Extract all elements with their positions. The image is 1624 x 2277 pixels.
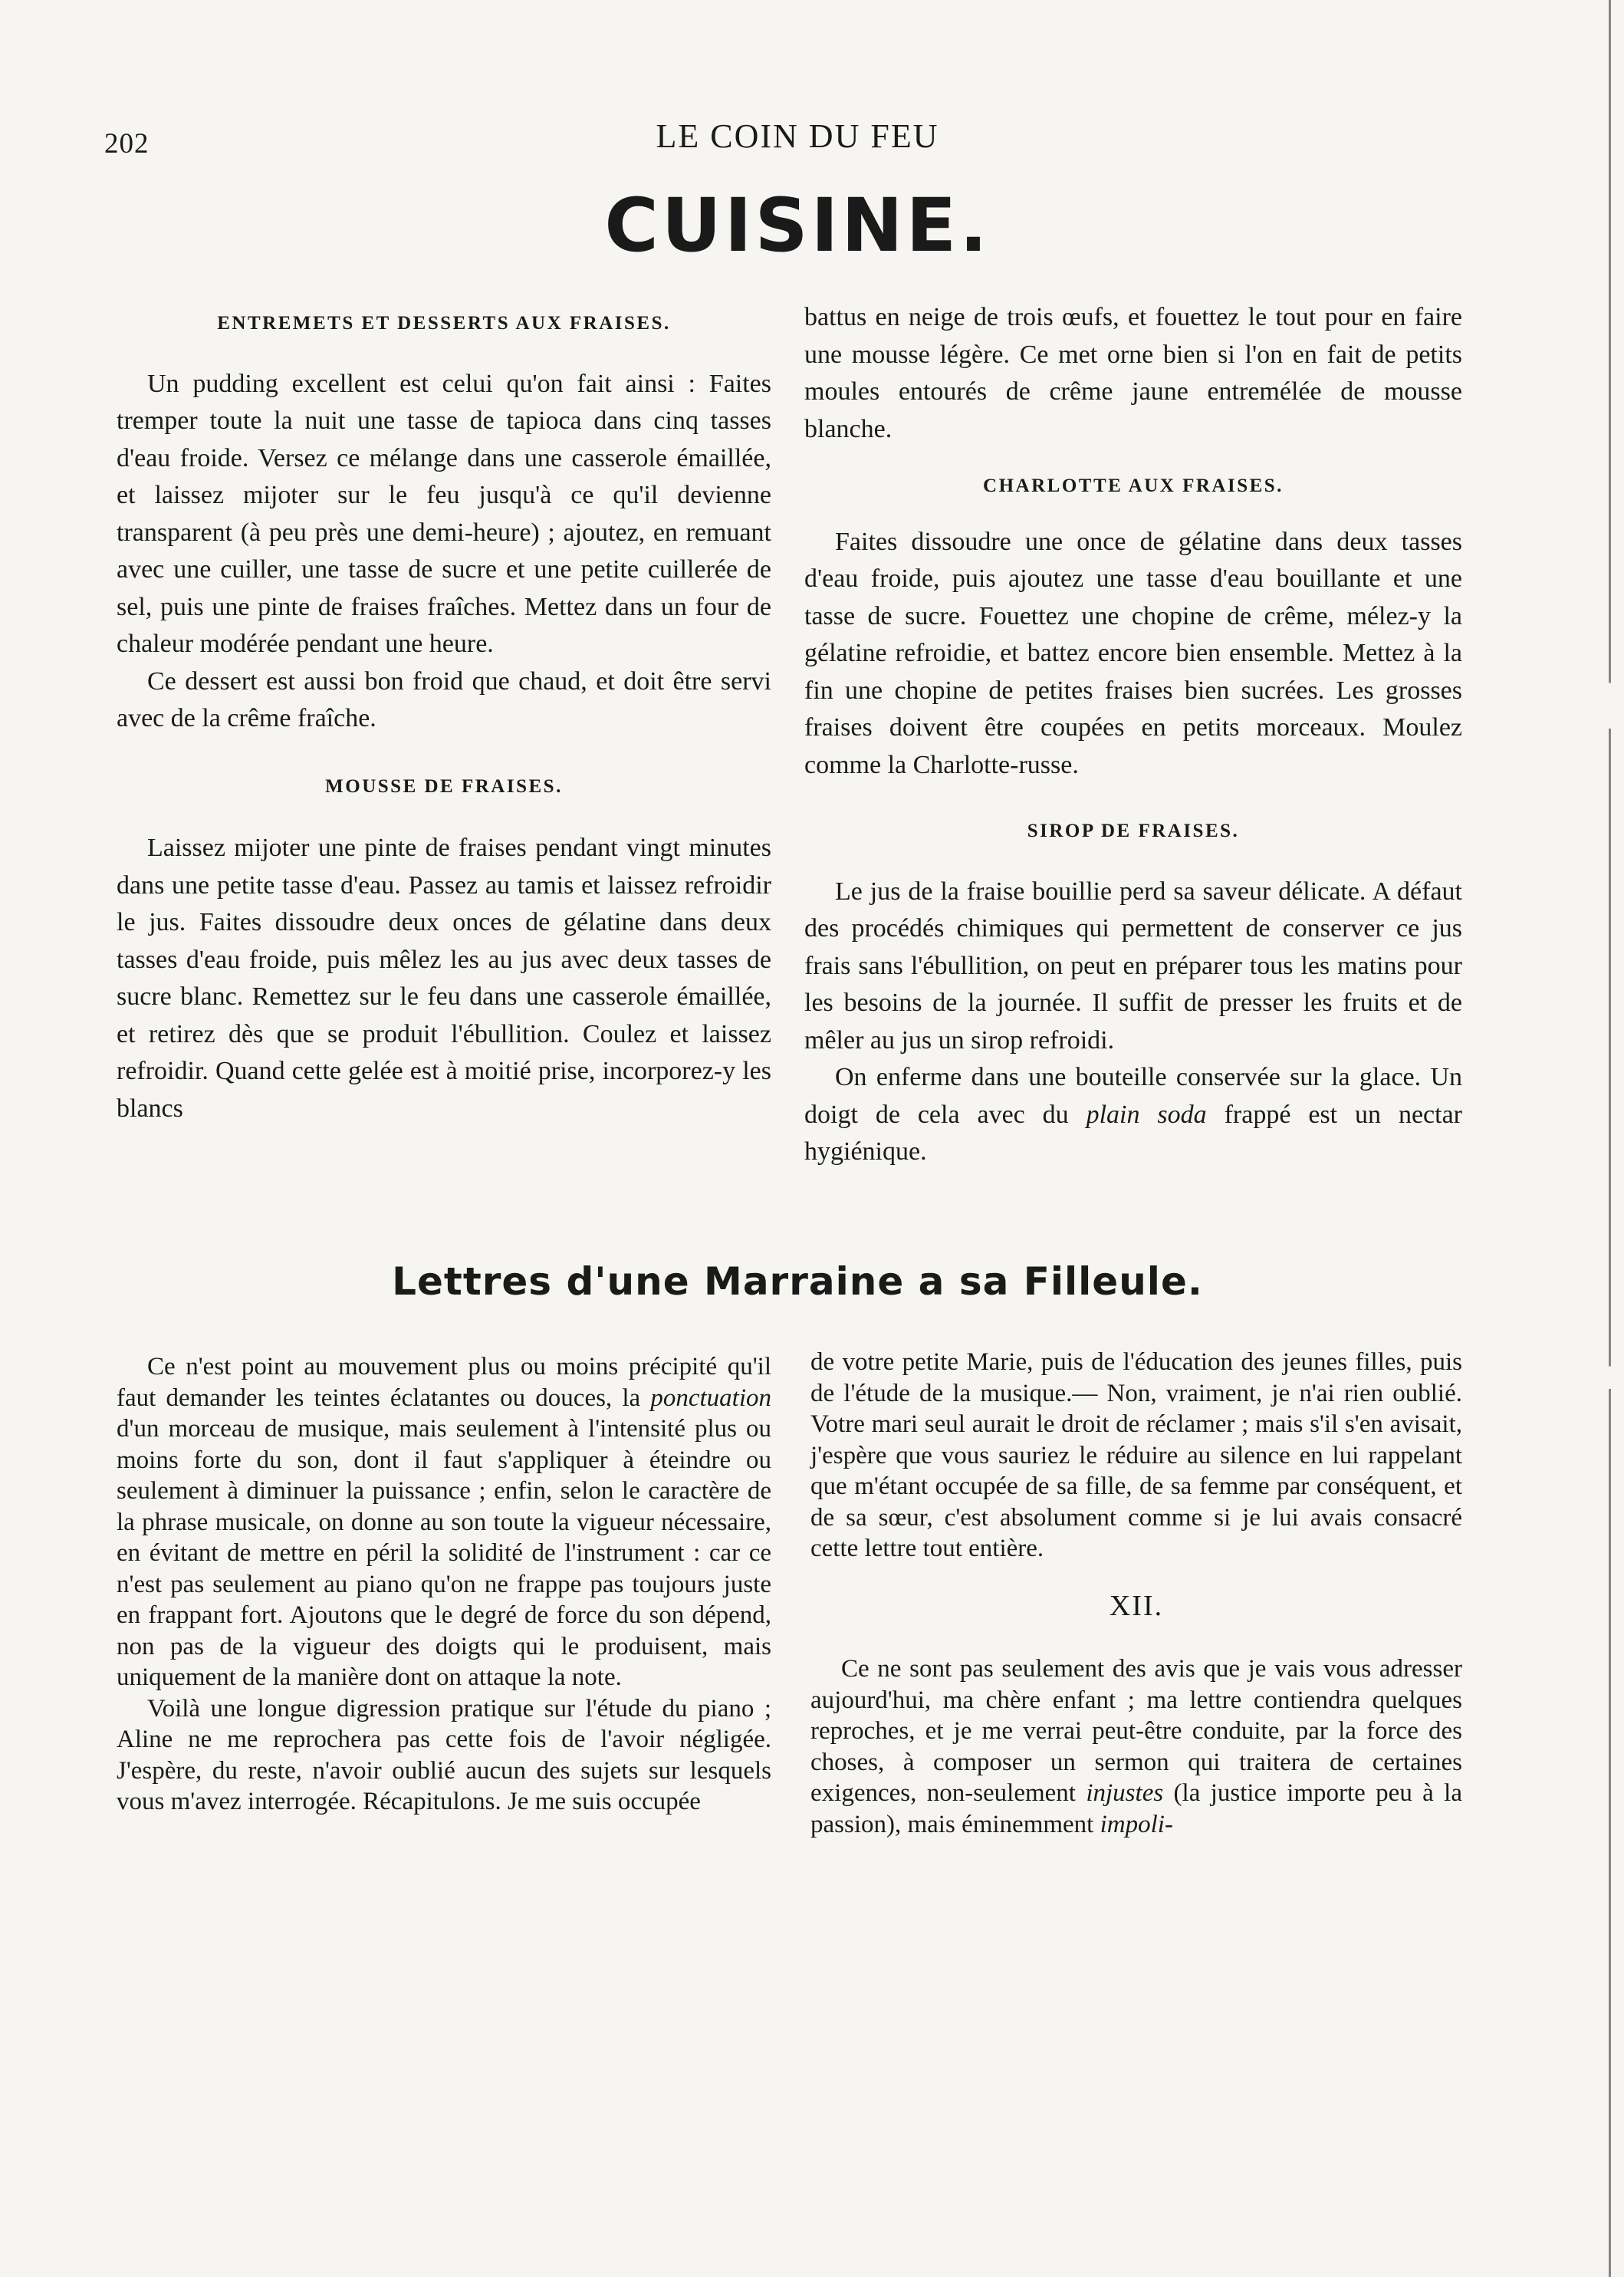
heading-sirop: SIROP DE FRAISES.	[1027, 821, 1240, 841]
section-title-cuisine: CUISINE.	[604, 183, 991, 268]
running-title: LE COIN DU FEU	[656, 117, 939, 155]
cuisine-column-right	[804, 299, 1462, 1171]
cuisine-column-left	[117, 305, 771, 1127]
lettres-italic-injustes: injustes	[1086, 1779, 1164, 1807]
sirop-italic-plain-soda: plain soda	[1086, 1100, 1207, 1129]
lettres-paragraph-2-continued: de votre petite Marie, puis de l'éducation des jeunes filles, puis de l'étude de la musique.— Non, vraiment, je n'ai rien oublié. Votre mari seul aurait le droit de réclamer ; mais s'il s'en avisait, j'espère que vous sauriez le réduire au silence en lui rappelant que m'étant occupée de sa fille, de sa femme par conséquent, et de sa sœur, c'est absolument comme si je lui avais consacré cette lettre tout entière.	[810, 1348, 1462, 1562]
lettres-italic-ponctuation: ponctuation	[650, 1384, 771, 1412]
page-number: 202	[104, 128, 150, 160]
chapter-number: XII.	[1109, 1589, 1164, 1622]
section-title-lettres: Lettres d'une Marraine a sa Filleule.	[392, 1259, 1203, 1304]
entremets-paragraph-1: Un pudding excellent est celui qu'on fait ainsi : Faites tremper toute la nuit une tasse de tapioca dans cinq tasses d'eau froide. Versez ce mélange dans une casserole émaillée, et laissez mijoter sur le feu jusqu'à ce qu'il devienne transparent (à peu près une demi-heure) ; ajoutez, en remuant avec une cuiller, une tasse de sucre et une petite cuillerée de sel, puis une pinte de fraises fraîches. Mettez dans un four de chaleur modérée pendant une heure.	[117, 369, 771, 658]
mousse-paragraph-continued: battus en neige de trois œufs, et fouettez le tout pour en faire une mousse légère. Ce met orne bien si l'on en fait de petits moules entourés de crême jaune entremélée de mousse blanche.	[804, 303, 1462, 443]
entremets-paragraph-2: Ce dessert est aussi bon froid que chaud, et doit être servi avec de la crême fraîche.	[117, 666, 771, 732]
lettres-p1-after: d'un morceau de musique, mais seulement à l'intensité plus ou moins forte du son, dont il faut s'appliquer à éteindre ou seulement à diminuer la puissance ; enfin, selon le caractère de la phrase musicale, on donne au son toute la vigueur nécessaire, en évitant de mettre en péril la solidité de l'instrument : car ce n'est pas seulement au piano qu'on ne frappe pas toujours juste en frappant fort. Ajoutons que le degré de force du son dépend, non pas de la vigueur des doigts qui le produisent, mais uniquement de la manière dont on attaque la note.	[117, 1415, 771, 1691]
page-edge-rule	[1609, 0, 1611, 2277]
heading-entremets: ENTREMETS ET DESSERTS AUX FRAISES.	[217, 313, 671, 334]
heading-mousse: MOUSSE DE FRAISES.	[325, 775, 563, 797]
mousse-paragraph-1: Laissez mijoter une pinte de fraises pendant vingt minutes dans une petite tasse d'eau. Passez au tamis et laissez refroidir le jus. Faites dissoudre deux onces de gélatine dans deux tasses d'eau froide, puis mêlez les au jus avec deux tasses de sucre blanc. Remettez sur le feu dans une casserole émaillée, et retirez dès que se produit l'ébullition. Coulez et laissez refroidir. Quand cette gelée est à moitié prise, incorporez-y les blancs	[117, 834, 771, 1123]
lettres-paragraph-2: Voilà une longue digression pratique sur l'étude du piano ; Aline ne me reprochera pas cette fois de l'avoir négligée. J'espère, du reste, n'avoir oublié aucun des sujets sur lesquels vous m'avez interrogée. Récapitulons. Je me suis occupée	[117, 1694, 771, 1815]
lettres-p3-before: Ce ne sont pas seulement des avis que je vais vous adresser aujourd'hui, ma chère enfant ; ma lettre contiendra quelques reproches, et je me verrai peut-être conduite, par la force des choses, à composer un sermon qui traitera de certaines exigences, non-seulement	[810, 1655, 1462, 1807]
lettres-p3-middle: (la justice importe peu à la passion), mais éminemment	[810, 1779, 1462, 1838]
heading-charlotte: CHARLOTTE AUX FRAISES.	[983, 475, 1284, 496]
sirop-paragraph-2	[804, 1059, 1462, 1171]
lettres-paragraph-3	[810, 1653, 1462, 1840]
charlotte-paragraph: Faites dissoudre une once de gélatine dans deux tasses d'eau froide, puis ajoutez une tasse d'eau bouillante et une tasse de sucre. Fouettez une chopine de crême, mélez-y la gélatine refroidie, et battez encore bien ensemble. Mettez à la fin une chopine de petites fraises bien sucrées. Les grosses fraises doivent être coupées en petits morceaux. Moulez comme la Charlotte-russe.	[804, 527, 1462, 779]
sirop-paragraph-1: Le jus de la fraise bouillie perd sa saveur délicate. A défaut des procédés chimiques qui permettent de conserver ce jus frais sans l'ébullition, on peut en préparer tous les matins pour les besoins de la journée. Il suffit de presser les fruits et de mêler au jus un sirop refroidi.	[804, 877, 1462, 1055]
lettres-italic-impoli: impoli-	[1100, 1810, 1173, 1838]
lettres-p1-before: Ce n'est point au mouvement plus ou moins précipité qu'il faut demander les teintes éclatantes ou douces, la	[117, 1353, 771, 1412]
lettres-column-right	[810, 1347, 1462, 1840]
lettres-column-left	[117, 1351, 771, 1818]
sirop-text-before: On enferme dans une bouteille conservée sur la glace. Un doigt de cela avec du	[804, 1063, 1462, 1129]
sirop-text-after: frappé est un nectar hygiénique.	[804, 1100, 1463, 1166]
lettres-paragraph-1	[117, 1351, 771, 1693]
